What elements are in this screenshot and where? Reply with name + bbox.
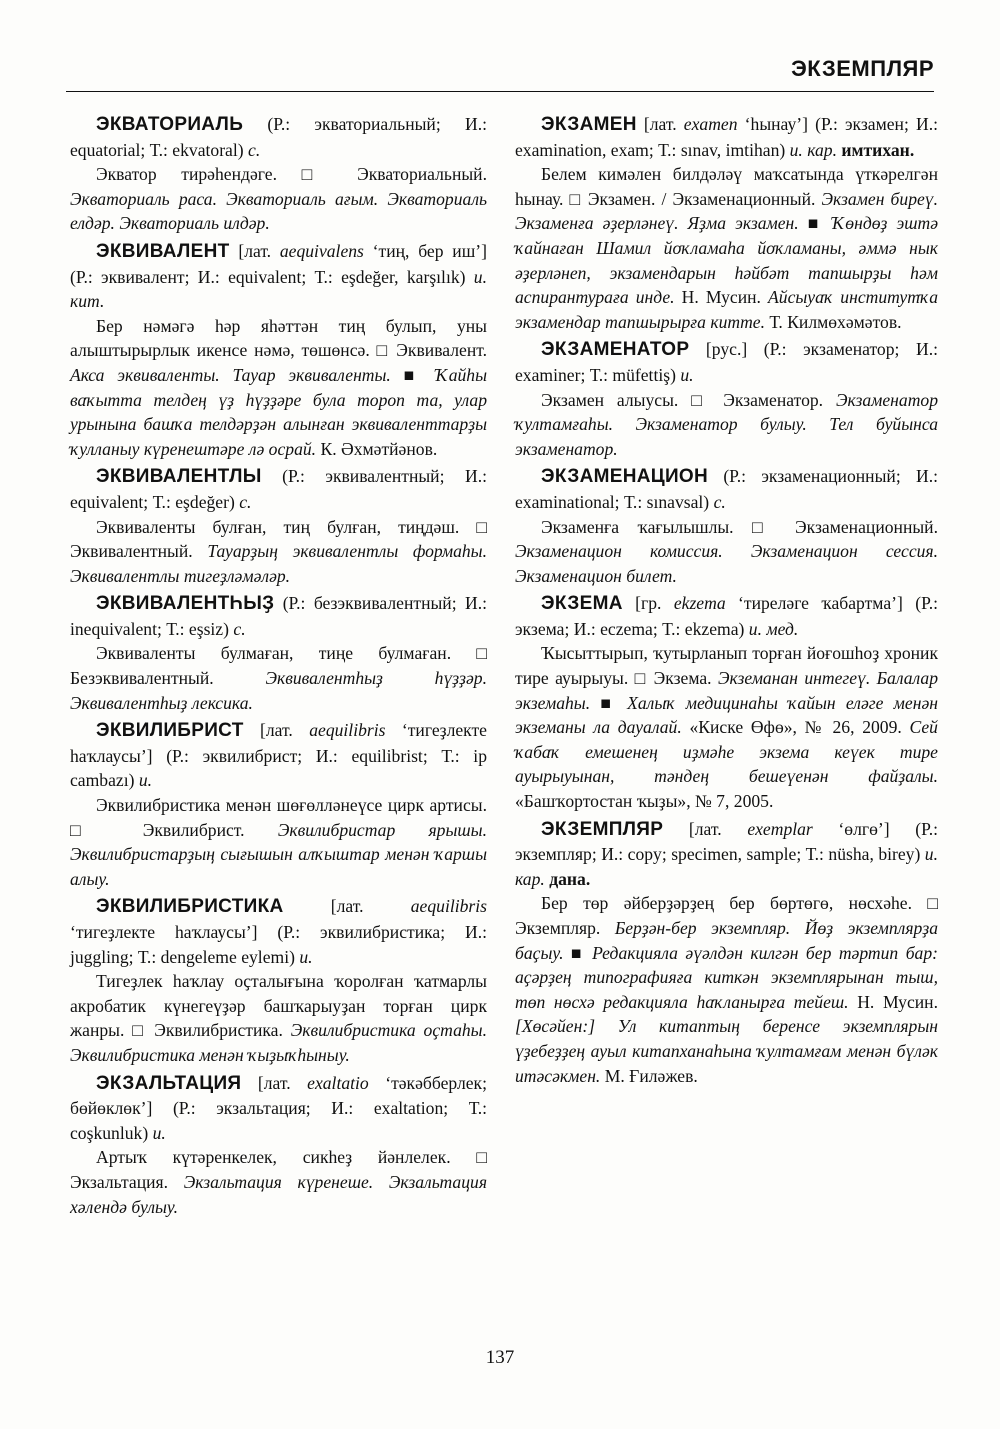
quotation-source: «Башҡортостан ҡыҙы», № 7, 2005. bbox=[515, 791, 774, 812]
quotation-source: К. Әхмәтйәнов. bbox=[316, 438, 438, 459]
quotation: ■ Ҡөндөҙ эштә ҡайнаған Шамил йоҡламаһа йоҡламаны, әммә нык әҙерләнеп, экзамендарын һәйбәт тапшырҙы һәм аспирантураға инде. bbox=[515, 213, 938, 308]
etymology: (Р.: экзаменационный; И.: examinational; Т.: sınavsal) bbox=[515, 466, 938, 512]
definition: Экзаменға ҡағылышлы. □ Экзаменационный. bbox=[541, 516, 938, 537]
quotation-source: «Киске Өфө», № 26, 2009. bbox=[681, 717, 902, 738]
quotation: Сей ҡабаҡ емешенең иҙмәһе экзема кеүек тире ауырыуынан, тәндең бешеүенән файҙалы. bbox=[515, 717, 938, 787]
definition: Белем кимәлен билдәләү маҡсатында үткәрелгән һынау. □ Экзамен. / Экзаменационный. bbox=[515, 164, 938, 209]
etymology: [лат. bbox=[243, 720, 310, 741]
usage-examples: Экзальтация күренеше. Экзальтация хәлендә булыу. bbox=[70, 1171, 487, 1217]
definition-paragraph bbox=[515, 891, 938, 1088]
usage-examples: Экзаменатор ҡултамғаһы. Экзаменатор булыу. Тел буйынса экзаменатор. bbox=[515, 389, 938, 459]
entry-head bbox=[70, 718, 487, 793]
usage-examples: Акса эквиваленты. Тауар эквиваленты. bbox=[70, 364, 391, 385]
dictionary-entry bbox=[515, 112, 938, 334]
part-of-speech: и. кар. bbox=[789, 139, 838, 160]
page-number: 137 bbox=[485, 1347, 515, 1368]
headword: ЭКЗАМЕНАТОР bbox=[541, 339, 690, 361]
definition-paragraph bbox=[515, 162, 938, 334]
usage-examples: Эквилибристар ярышы. Эквилибристарҙың сығышын алҡыштар менән ҡаршы алыу. bbox=[70, 819, 487, 889]
etymology: [лат. bbox=[283, 896, 411, 917]
usage-examples: Тауарҙың эквивалентлы формаһы. Эквивалентлы тигеҙләмәләр. bbox=[70, 541, 487, 586]
header-rule bbox=[66, 91, 934, 92]
etymology: [гр. bbox=[622, 593, 674, 614]
dictionary-entry bbox=[515, 817, 938, 1089]
dictionary-entry bbox=[70, 591, 487, 715]
dictionary-entry bbox=[70, 718, 487, 891]
synonym: дана. bbox=[544, 868, 591, 889]
quotation: ■ Ҡайһы ваҡытта телдең үҙ һүҙҙәре була тороп та, улар урынына башҡа телдәрҙән алынған эквиваленттарҙы ҡулланыу күренештәре лә осрай. bbox=[70, 364, 487, 459]
dictionary-entry bbox=[70, 1071, 487, 1220]
dictionary-entry bbox=[515, 464, 938, 588]
dictionary-entry bbox=[515, 337, 938, 461]
etymology-continued: ‘һынау’] (Р.: экзамен; И.: examination, exam; Т.: sınav, imtihan) bbox=[515, 114, 938, 160]
etymology: [рус.] (Р.: экзаменатор; И.: examiner; Т.: müfettiş) bbox=[515, 339, 938, 385]
running-head: ЭКЗЕМПЛЯР bbox=[791, 56, 934, 81]
etymon-word: aequilibris bbox=[309, 720, 386, 741]
definition: Бер нәмәгә һәр яһәттән тиң булып, уны алыштырырлык икенсе нәмә, төшөнсә. □ Эквивалент. bbox=[70, 315, 487, 361]
etymon-word: exemplar bbox=[747, 818, 813, 839]
etymology-continued: ‘тигеҙлекте һаҡлаусы’] (Р.: эквилибрист; И.: equilibrist; Т.: ip cambazı) bbox=[70, 720, 487, 791]
part-of-speech: с. bbox=[233, 618, 246, 639]
dictionary-entry bbox=[70, 112, 487, 236]
definition-paragraph bbox=[515, 388, 938, 462]
part-of-speech: с. bbox=[713, 491, 726, 512]
quotation-source: Н. Мусин. bbox=[674, 287, 761, 308]
part-of-speech: и. bbox=[680, 364, 694, 385]
definition: Эквилибристика менән шөғөлләнеүсе цирк артисы. □ Эквилибрист. bbox=[70, 795, 487, 840]
entry-head bbox=[515, 817, 938, 892]
etymology-continued: ‘тәкәбберлек; бөйөклөк’] (Р.: экзальтация; И.: exaltation; Т.: coşkunluk) bbox=[70, 1072, 487, 1143]
quotation-source: Т. Килмөхәмәтов. bbox=[765, 311, 902, 332]
entry-head bbox=[70, 464, 487, 514]
usage-examples: Эквивалентһыҙ һүҙҙәр. Эквивалентһыҙ лексика. bbox=[70, 668, 488, 713]
entry-head bbox=[70, 1071, 487, 1146]
etymon-word: exaltatio bbox=[307, 1072, 369, 1093]
left-column bbox=[70, 112, 487, 1222]
quotation: Айсыуаҡ институтҡа экзамендар тапшырырға китте. bbox=[515, 287, 938, 332]
headword: ЭКВИЛИБРИСТ bbox=[96, 720, 244, 742]
headword: ЭКВАТОРИАЛЬ bbox=[96, 114, 244, 135]
etymology: (Р.: экваториальный; И.: equatorial; Т.: ekvatoral) bbox=[70, 114, 487, 160]
definition-paragraph bbox=[515, 515, 938, 589]
etymon-word: ekzema bbox=[673, 593, 726, 614]
definition-paragraph bbox=[515, 641, 938, 813]
synonym: имтихан. bbox=[837, 139, 915, 160]
definition: Экватор тирәһендәге. □ Экваториальный. bbox=[96, 164, 487, 185]
headword: ЭКЗАЛЬТАЦИЯ bbox=[96, 1072, 242, 1094]
part-of-speech: и. кар. bbox=[515, 844, 938, 889]
quotation: ■ Халыҡ медицинаһы ҡайын еләге менән экземаны ла дауалай. bbox=[515, 692, 938, 738]
quotation: [Хөсәйен:] Ул китаптың беренсе экземплярын үҙебеҙҙең ауыл китапханаһына ҡултамғам менән бүләк итәсәкмен. bbox=[515, 1016, 938, 1086]
etymology: (Р.: безэквивалентный; И.: inequivalent; Т.: eşsiz) bbox=[70, 593, 487, 639]
definition-paragraph bbox=[70, 162, 487, 236]
headword: ЭКВИВАЛЕНТҺЫҘ bbox=[96, 593, 275, 615]
entry-head bbox=[515, 112, 938, 162]
headword: ЭКЗЕМА bbox=[541, 593, 623, 615]
usage-examples: Экзамен биреү. Экзаменға әҙерләнеү. Яҙма экзамен. bbox=[515, 188, 938, 234]
entry-head bbox=[70, 894, 487, 969]
etymology-continued: ‘тигеҙлекте һаҡлаусы’] (Р.: эквилибристика; И.: juggling; Т.: dengeleme eylemi) bbox=[70, 922, 487, 967]
definition: Эквиваленты булған, тиң булған, тиңдәш. □ Эквивалентный. bbox=[70, 516, 487, 562]
etymology: (Р.: эквивалентный; И.: equivalent; Т.: eşdeğer) bbox=[70, 466, 487, 512]
entry-head bbox=[70, 239, 487, 314]
quotation: ■ Редакцияла әүәлдән килгән бер тәртип бар: аҫәрҙең типографияға киткән экземплярынан тыш, төп нөсхә редакцияла һаҡланырға тейеш. bbox=[515, 942, 938, 1012]
entry-head bbox=[70, 591, 487, 641]
etymon-word: examen bbox=[683, 114, 738, 134]
part-of-speech: и. кит. bbox=[70, 266, 487, 312]
definition: Артыҡ күтәренкелек, сикһеҙ йәнлелек. □ Экзальтация. bbox=[70, 1147, 487, 1192]
etymon-word: aequivalens bbox=[279, 240, 364, 261]
definition-paragraph bbox=[70, 515, 487, 589]
entry-head bbox=[515, 464, 938, 514]
part-of-speech: с. bbox=[248, 139, 261, 160]
headword: ЭКЗЕМПЛЯР bbox=[541, 818, 664, 840]
dictionary-entry bbox=[70, 464, 487, 588]
usage-examples: Экземанан интегеү. Балалар экземаһы. bbox=[515, 668, 938, 713]
definition-paragraph bbox=[70, 969, 487, 1067]
definition-paragraph bbox=[70, 1145, 487, 1219]
etymology: [лат. bbox=[241, 1072, 308, 1093]
definition-paragraph bbox=[70, 314, 487, 462]
part-of-speech: и. bbox=[138, 770, 153, 791]
usage-examples: Эквилибристика оҫтаһы. Эквилибристика менән ҡыҙыҡһыныу. bbox=[70, 1020, 487, 1065]
etymology-continued: ‘өлгө’] (Р.: экземпляр; И.: copy; specimen, sample; Т.: nüsha, birey) bbox=[515, 818, 938, 865]
entry-head bbox=[70, 112, 487, 162]
headword: ЭКЗАМЕНАЦИОН bbox=[541, 466, 709, 488]
quotation-source: М. Ғиләжев. bbox=[600, 1065, 698, 1086]
part-of-speech: с. bbox=[239, 491, 252, 512]
definition: Экзамен алыусы. □ Экзаменатор. bbox=[541, 389, 836, 410]
entry-head bbox=[515, 337, 938, 387]
usage-examples: Берҙән-бер экземпляр. Йөҙ экземплярҙа баҫыу. bbox=[515, 918, 938, 963]
definition: Эквиваленты булмаған, тиңе булмаған. □ Безэквивалентный. bbox=[70, 643, 487, 689]
etymology: [лат. bbox=[663, 818, 748, 839]
etymon-word: aequilibris bbox=[410, 896, 487, 917]
headword: ЭКВИВАЛЕНТ bbox=[96, 240, 230, 262]
entry-head bbox=[515, 591, 938, 641]
right-column bbox=[515, 112, 938, 1091]
dictionary-entry bbox=[70, 894, 487, 1067]
dictionary-entry bbox=[515, 591, 938, 813]
quotation-source: Н. Мусин. bbox=[848, 991, 938, 1012]
etymology-continued: ‘тиң, бер иш’] (Р.: эквивалент; И.: equivalent; Т.: eşdeğer, karşılık) bbox=[70, 240, 487, 287]
headword: ЭКВИВАЛЕНТЛЫ bbox=[96, 466, 262, 488]
definition: Ҡысыттырып, ҡутырланып торған йоғошһоҙ хроник тире ауырыуы. □ Экзема. bbox=[515, 643, 938, 689]
definition: Бер төр әйберҙәрҙең бер бөртөгө, нөсхәһе. □ Экземпляр. bbox=[515, 893, 938, 938]
etymology: [лат. bbox=[636, 114, 684, 134]
etymology: [лат. bbox=[229, 240, 280, 261]
part-of-speech: и. мед. bbox=[748, 618, 799, 639]
dictionary-entry bbox=[70, 239, 487, 461]
etymology-continued: ‘тиреләге ҡабартма’] (Р.: экзема; И.: eczema; Т.: ekzema) bbox=[515, 593, 938, 639]
part-of-speech: и. bbox=[299, 946, 313, 967]
definition-paragraph bbox=[70, 793, 487, 891]
part-of-speech: и. bbox=[152, 1122, 166, 1143]
definition: Тигеҙлек һаҡлау оҫталығына ҡоролған ҡатмарлы акробатик күнегеүҙәр башҡарыуҙан торған цирк жанры. □ Эквилибристика. bbox=[70, 971, 487, 1041]
usage-examples: Экзаменацион комиссия. Экзаменацион сессия. Экзаменацион билет. bbox=[515, 541, 938, 586]
headword: ЭКЗАМЕН bbox=[541, 114, 637, 135]
headword: ЭКВИЛИБРИСТИКА bbox=[96, 896, 284, 918]
definition-paragraph bbox=[70, 641, 487, 715]
usage-examples: Экваториаль раса. Экваториаль ағым. Экваториаль елдәр. Экваториаль илдәр. bbox=[70, 188, 487, 234]
